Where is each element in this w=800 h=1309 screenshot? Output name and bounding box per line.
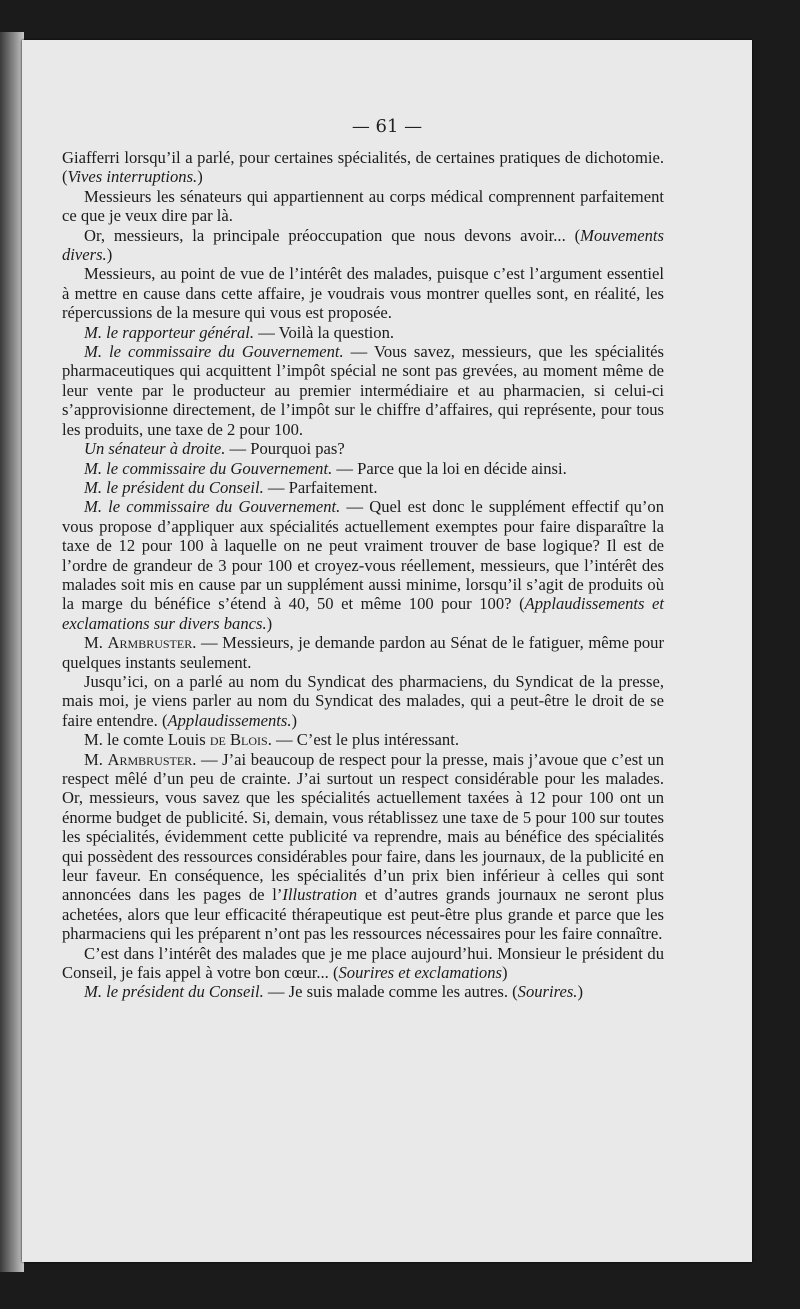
text-run: Or, messieurs, la principale préoccupation que nous devons avoir... (	[84, 225, 581, 245]
paragraph-p11	[62, 633, 664, 672]
text-run: Mouvements divers.	[62, 225, 664, 265]
paragraph-p3	[62, 226, 664, 265]
paragraph-p10	[62, 497, 664, 633]
text-run: . — J’ai beaucoup de respect pour la presse, mais j’avoue que c’est un respect mêlé d’un peu de crainte. J’ai surtout un respect considérable pour les malades. Or, messieurs, vous savez que les spécialités actuellement taxées à 12 pour 100 ont un énorme budget de publicité. Si, demain, vous rétablissez une taxe de 5 pour 100 sur toutes les spécialités, évidemment cette publicité va reprendre, mais au bénéfice des spécialités qui possèdent des ressources considérables pour faire, dans les journaux, de la publicité en leur faveur. En conséquence, les spécialités d’un prix bien inférieur à celles qui sont annoncées dans les pages de l’	[62, 749, 664, 905]
text-run: et d’autres grands journaux ne seront plus achetées, alors que leur efficacité thérapeutique est peut-être plus grande et parce que les pharmaciens qui les préparent n’ont pas les ressources nécessaires pour les faire connaître.	[62, 885, 664, 944]
page-number: — 61 —	[351, 116, 423, 137]
paragraph-p6	[62, 342, 664, 439]
text-run: M. le président du Conseil.	[84, 477, 264, 497]
text-run: Sourires.	[517, 982, 578, 1002]
paragraph-p7	[62, 439, 664, 458]
text-run: M. le commissaire du Gouvernement.	[84, 497, 341, 517]
text-run: )	[291, 710, 298, 730]
text-run: M. le président du Conseil.	[84, 982, 264, 1002]
paragraph-p2	[62, 187, 664, 226]
text-run: )	[266, 613, 273, 633]
text-run: — Quel est donc le supplément effectif qu’on vous propose d’appliquer aux spécialités actuellement exemptes pour faire disparaître la taxe de 12 pour 100 à laquelle on ne peut vraiment trouver de base logique? Il est de l’ordre de grandeur de 3 pour 100 et croyez-vous réellement, messieurs, que l’intérêt des malades soit mis en cause par un supplément aussi minime, lorsqu’il s’agit de produits où la marge du bénéfice s’étend à 40, 50 et même 100 pour 100? (	[62, 497, 665, 614]
text-run: . — C’est le plus intéressant.	[267, 730, 459, 750]
text-run: M.	[84, 633, 108, 653]
text-run: — Je suis malade comme les autres. (	[263, 982, 518, 1002]
text-run: . — Messieurs, je demande pardon au Sénat de le fatiguer, même pour quelques instants seulement.	[62, 633, 664, 672]
text-run: — Vous savez, messieurs, que les spécialités pharmaceutiques qui acquittent l’impôt spécial ne sont pas grevées, au moment même de leur vente par le producteur au premier intermédiaire et au pharmacien, si celui-ci s’approvisionne directement, de l’impôt sur le chiffre d’affaires, qui représente, pour tous les produits, une taxe de 2 pour 100.	[62, 342, 665, 439]
text-run: M. le rapporteur général.	[84, 322, 255, 342]
text-run: M. le commissaire du Gouvernement.	[84, 342, 344, 362]
text-run: Vives interruptions.	[67, 167, 198, 187]
paragraph-p8	[62, 459, 664, 478]
text-run: — Pourquoi pas?	[225, 439, 345, 459]
text-run: de Blois	[209, 730, 268, 750]
text-run: — Parce que la loi en décide ainsi.	[332, 458, 567, 478]
text-run: )	[106, 245, 113, 265]
text-run: Messieurs les sénateurs qui appartiennent au corps médical comprennent parfaitement ce que je veux dire par là.	[62, 186, 664, 226]
paragraph-p15	[62, 944, 664, 983]
text-run: C’est dans l’intérêt des malades que je me place aujourd’hui. Monsieur le président du Conseil, je fais appel à votre bon cœur... (	[62, 943, 664, 983]
paragraph-p16	[62, 982, 664, 1001]
page-body-text	[62, 148, 664, 1002]
book-binding-edge	[0, 32, 24, 1272]
text-run: Applaudissements et exclamations sur divers bancs.	[62, 594, 664, 633]
paragraph-p14	[62, 750, 664, 944]
paragraph-p13	[62, 730, 664, 749]
text-run: Jusqu’ici, on a parlé au nom du Syndicat des pharmaciens, du Syndicat de la presse, mais moi, je viens parler au nom du Syndicat des malades, qui a peut-être le droit de se faire entendre. (	[62, 671, 664, 730]
text-run: Sourires et exclamations	[338, 963, 502, 983]
text-run: Applaudissements.	[167, 710, 292, 730]
text-run: )	[197, 167, 203, 187]
text-run: Armbruster	[107, 749, 193, 769]
paragraph-p12	[62, 672, 664, 730]
paragraph-p5	[62, 323, 664, 342]
text-run: — Voilà la question.	[254, 322, 395, 342]
text-run: Un sénateur à droite.	[84, 439, 226, 459]
text-run: Giafferri lorsqu’il a parlé, pour certaines spécialités, de certaines pratiques de dichotomie. (	[62, 148, 664, 187]
text-run: M. le commissaire du Gouvernement.	[84, 458, 333, 478]
text-run: Armbruster	[107, 633, 193, 653]
text-run: — Parfaitement.	[263, 477, 378, 497]
text-run: )	[577, 982, 583, 1002]
paragraph-p9	[62, 478, 664, 497]
text-run: M. le comte Louis	[84, 730, 210, 750]
paragraph-p4	[62, 264, 664, 322]
paragraph-p1	[62, 148, 664, 187]
text-run: M.	[84, 749, 108, 769]
text-run: Messieurs, au point de vue de l’intérêt des malades, puisque c’est l’argument essentiel à mettre en cause dans cette affaire, je voudrais vous montrer quelles sont, en réalité, les répercussions de la mesure qui vous est proposée.	[62, 264, 664, 323]
document-page	[22, 40, 752, 1262]
text-run: )	[501, 963, 508, 983]
text-run: Illustration	[282, 885, 358, 905]
